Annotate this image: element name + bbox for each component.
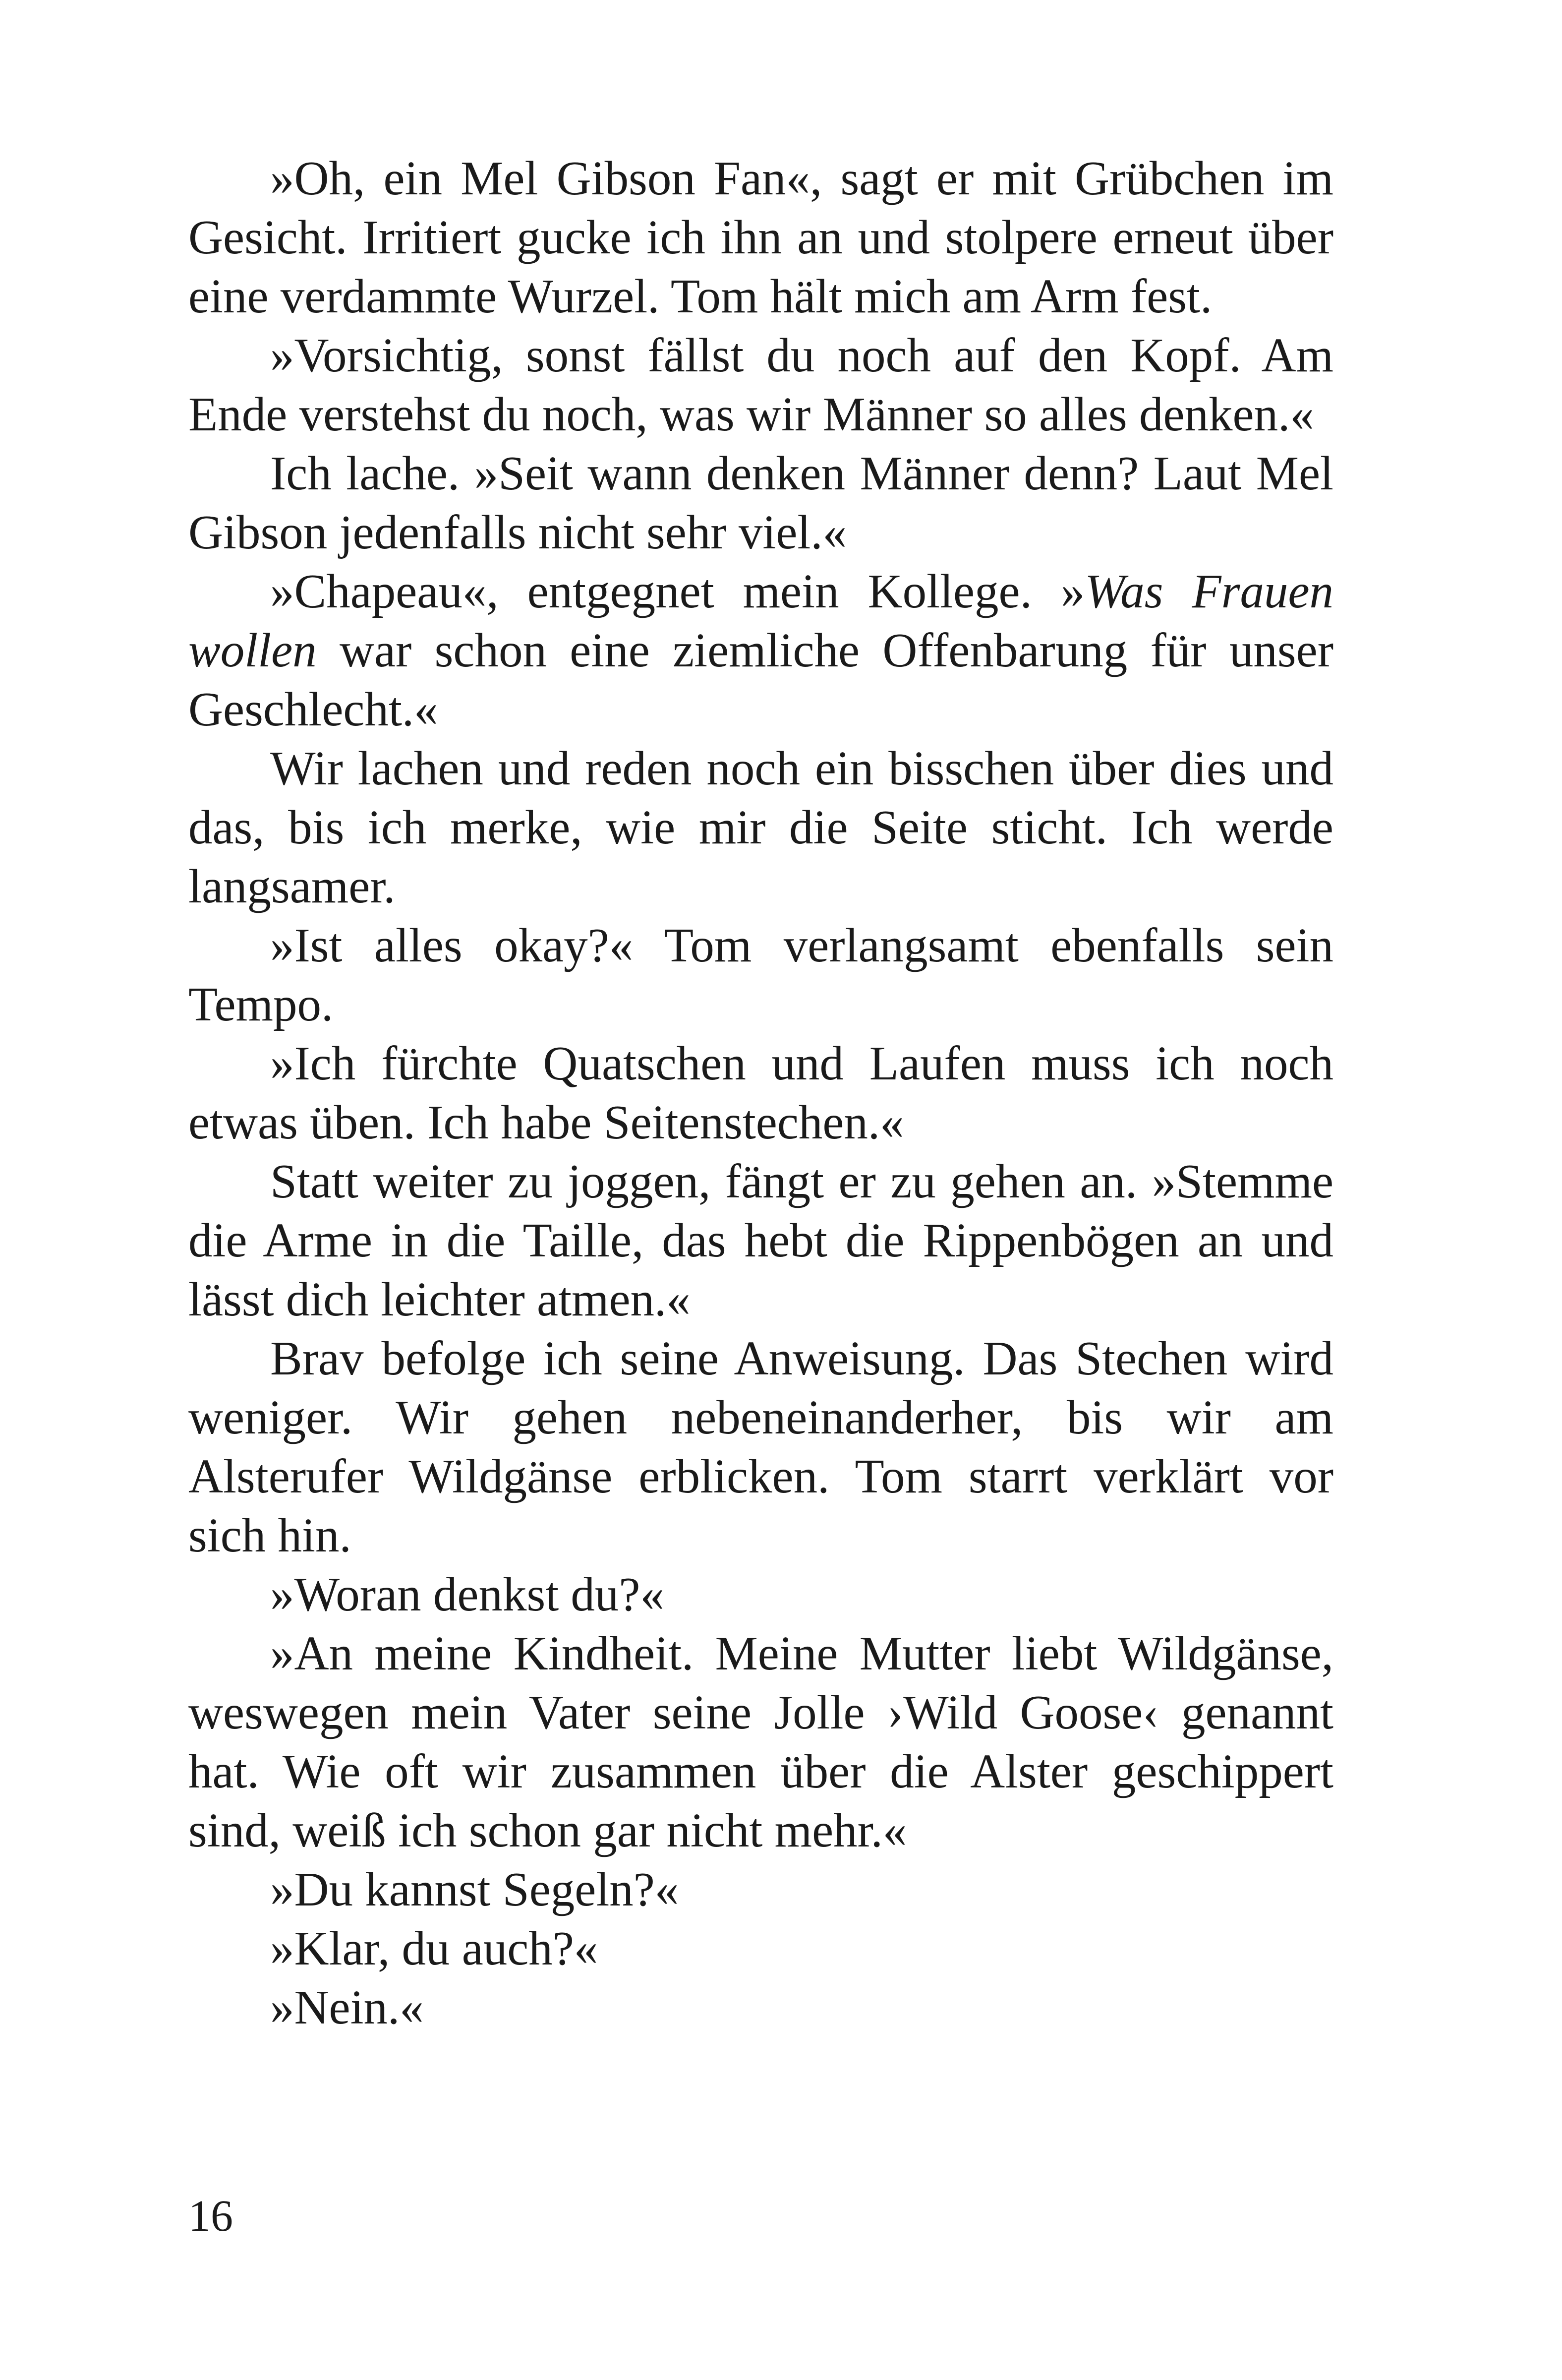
text-run: »Ist alles okay?« Tom verlangsamt ebenfalls sein Tempo. (188, 919, 1333, 1031)
text-run: Brav befolge ich seine Anweisung. Das Stechen wird weniger. Wir gehen nebeneinanderher, bis wir am Alsterufer Wildgänse erblicken. Tom starrt verklärt vor sich hin. (188, 1332, 1333, 1562)
paragraph (188, 1152, 1333, 1329)
text-run: Statt weiter zu joggen, fängt er zu gehen an. »Stemme die Arme in die Taille, das hebt die Rippenbögen an und lässt dich leichter atmen.« (188, 1155, 1333, 1326)
paragraph (188, 1329, 1333, 1565)
text-run: »Woran denkst du?« (270, 1568, 664, 1621)
text-run: »Vorsichtig, sonst fällst du noch auf den Kopf. Am Ende verstehst du noch, was wir Männer so alles denken.« (188, 329, 1333, 441)
paragraph (188, 562, 1333, 739)
text-run: »An meine Kindheit. Meine Mutter liebt Wildgänse, weswegen mein Vater seine Jolle ›Wild Goose‹ genannt hat. Wie oft wir zusammen über die Alster geschippert sind, weiß ich schon gar nicht mehr.« (188, 1627, 1333, 1857)
paragraph (188, 326, 1333, 444)
text-run: »Ich fürchte Quatschen und Laufen muss ich noch etwas üben. Ich habe Seitenstechen.« (188, 1037, 1333, 1149)
text-run: Ich lache. »Seit wann denken Männer denn? Laut Mel Gibson jedenfalls nicht sehr viel.« (188, 447, 1333, 559)
paragraph (188, 916, 1333, 1034)
italic-run: Was Frauen wollen (188, 565, 1333, 677)
text-run: war schon eine ziemliche Offenbarung für unser Geschlecht.« (188, 624, 1333, 736)
paragraph (188, 1978, 1333, 2037)
body-text (188, 149, 1333, 2037)
text-run: »Chapeau«, entgegnet mein Kollege. » (270, 565, 1085, 618)
text-run: »Du kannst Segeln?« (270, 1863, 679, 1916)
paragraph (188, 1860, 1333, 1919)
paragraph (188, 149, 1333, 326)
paragraph (188, 739, 1333, 916)
text-run: »Nein.« (270, 1981, 424, 2034)
text-run: Wir lachen und reden noch ein bisschen über dies und das, bis ich merke, wie mir die Seite sticht. Ich werde langsamer. (188, 742, 1333, 913)
paragraph (188, 444, 1333, 562)
paragraph (188, 1034, 1333, 1152)
text-run: »Oh, ein Mel Gibson Fan«, sagt er mit Grübchen im Gesicht. Irritiert gucke ich ihn an und stolpere erneut über eine verdammte Wurzel. Tom hält mich am Arm fest. (188, 152, 1333, 323)
page-number: 16 (188, 2192, 233, 2241)
text-run: »Klar, du auch?« (270, 1922, 598, 1975)
paragraph (188, 1565, 1333, 1624)
paragraph (188, 1624, 1333, 1860)
paragraph (188, 1919, 1333, 1978)
